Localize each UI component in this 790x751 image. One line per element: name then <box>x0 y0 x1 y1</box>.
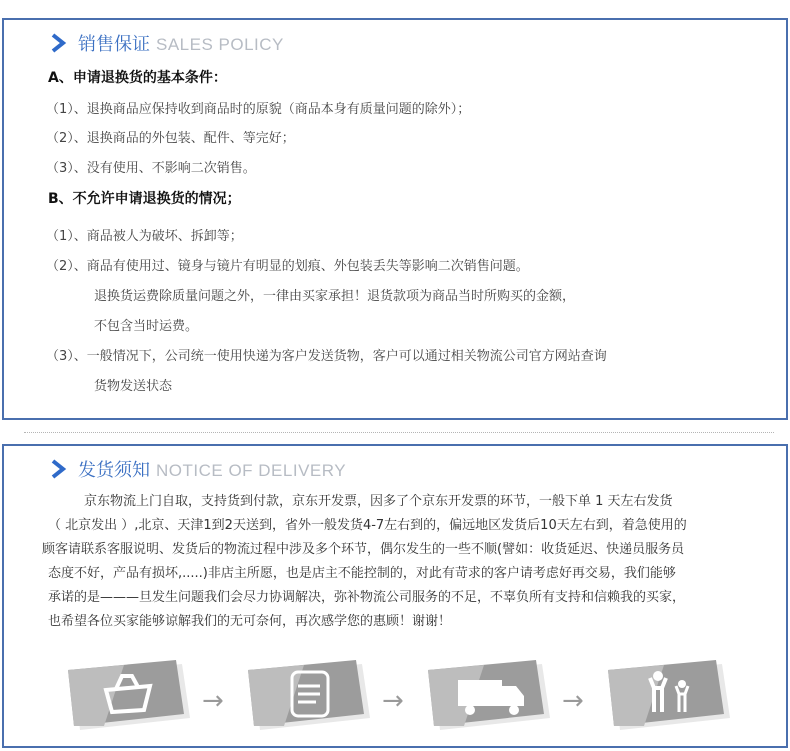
delivery-title-en: NOTICE OF DELIVERY <box>156 461 347 480</box>
delivery-title <box>50 456 346 482</box>
policy-b-item: 不包含当时运费。 <box>94 319 199 334</box>
policy-heading-b: B、不允许申请退换货的情况； <box>48 191 241 207</box>
policy-a-item: （3）、没有使用、不影响二次销售。 <box>46 161 256 176</box>
step-arrow-icon: → <box>382 686 404 716</box>
policy-b-item: 退换货运费除质量问题之外，一律由买家承担！退货款项为商品当时所购买的金额， <box>94 289 576 304</box>
delivery-paragraph-line: 京东物流上门自取，支持货到付款，京东开发票，因多了个京东开发票的环节，一般下单 1 天左右发货 <box>84 494 673 509</box>
policy-heading-a: A、申请退换货的基本条件： <box>48 70 227 86</box>
basket-icon <box>64 656 194 736</box>
delivery-notice-panel <box>2 444 788 748</box>
delivery-paragraph-line: 承诺的是———旦发生问题我们会尽力协调解决，弥补物流公司服务的不足，不辜负所有支持和信赖我的买家， <box>48 590 686 605</box>
happy-customers-icon <box>604 656 734 736</box>
sales-policy-title <box>50 30 284 56</box>
policy-b-item: 货物发送状态 <box>94 379 173 394</box>
sales-policy-title-en: SALES POLICY <box>156 35 284 54</box>
delivery-paragraph-line: 态度不好，产品有损坏,.....)非店主所愿，也是店主不能控制的，对此有苛求的客户请考虑好再交易，我们能够 <box>48 566 676 581</box>
delivery-truck-icon <box>424 656 554 736</box>
chevron-right-icon <box>50 33 68 53</box>
delivery-paragraph-line: （ 北京发出 ）,北京、天津1到2天送到，省外一般发货4-7左右到的，偏远地区发货后10天左右到，着急使用的 <box>48 518 687 533</box>
delivery-steps-graphic <box>64 656 724 736</box>
sales-policy-panel <box>2 18 788 420</box>
sales-policy-title-cn: 销售保证 <box>78 34 150 55</box>
chevron-right-icon <box>50 459 68 479</box>
delivery-title-cn: 发货须知 <box>78 460 150 481</box>
policy-a-item: （1）、退换商品应保持收到商品时的原貌（商品本身有质量问题的除外）； <box>46 102 471 117</box>
delivery-paragraph-line: 顾客请联系客服说明、发货后的物流过程中涉及多个环节，偶尔发生的一些不顺(譬如：收货延迟、快递员服务员 <box>42 542 685 557</box>
step-arrow-icon: → <box>202 686 224 716</box>
delivery-paragraph-line: 也希望各位买家能够谅解我们的无可奈何，再次感学您的惠顾！谢谢！ <box>48 614 452 629</box>
policy-b-item: （1）、商品被人为破坏、拆卸等； <box>46 229 243 244</box>
section-divider <box>24 432 774 433</box>
policy-b-item: （2）、商品有使用过、镜身与镜片有明显的划痕、外包装丢失等影响二次销售问题。 <box>46 259 529 274</box>
step-arrow-icon: → <box>562 686 584 716</box>
policy-b-item: （3）、一般情况下，公司统一使用快递为客户发送货物，客户可以通过相关物流公司官方网站查询 <box>46 349 607 364</box>
policy-a-item: （2）、退换商品的外包装、配件、等完好； <box>46 131 295 146</box>
payment-hand-icon <box>244 656 374 736</box>
